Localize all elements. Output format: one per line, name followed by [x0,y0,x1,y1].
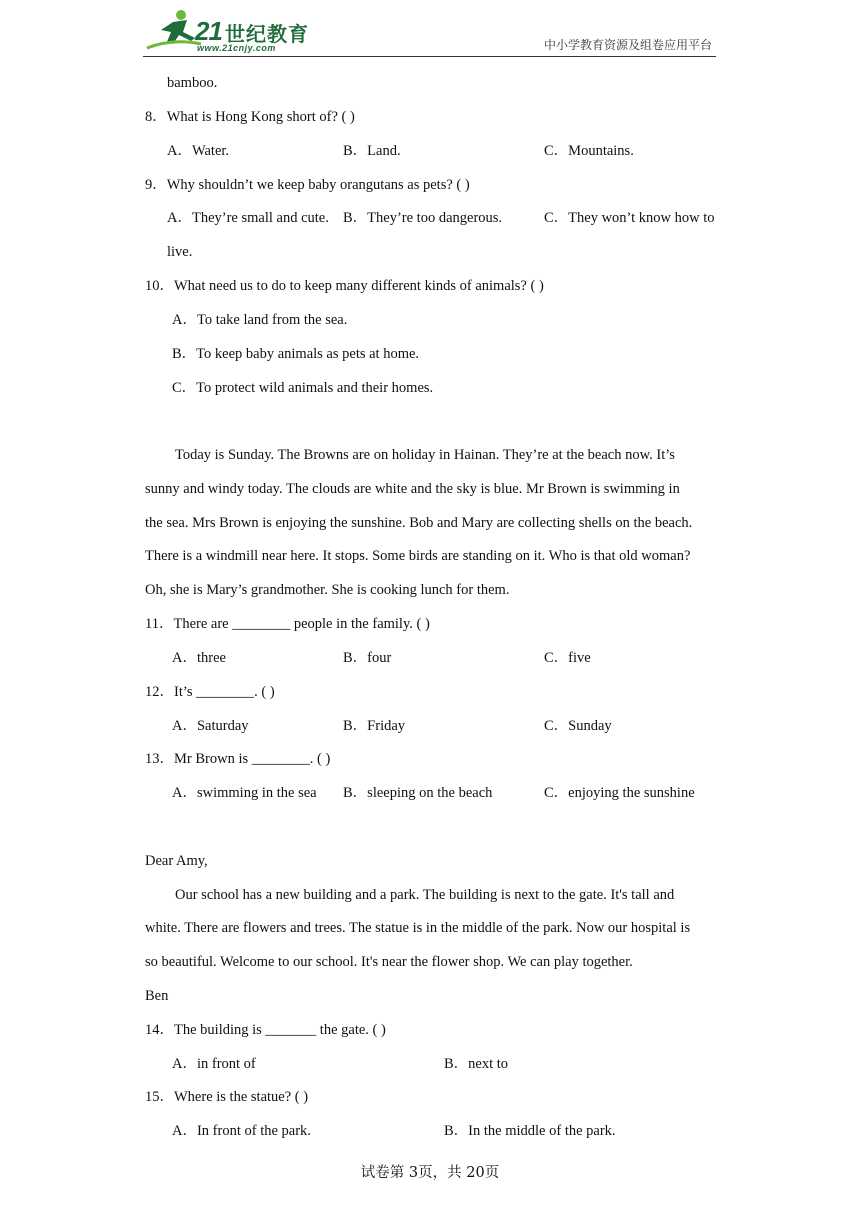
logo-text: 世纪教育 [225,22,309,46]
letter-line: so beautiful. Welcome to our school. It's near the flower shop. We can play together. [145,954,633,970]
option-11b: B．four [343,650,392,666]
option-15b: B．In the middle of the park. [444,1123,616,1139]
question-13: 13．Mr Brown is ________. ( ) [145,751,331,767]
passage-line: sunny and windy today. The clouds are white and the sky is blue. Mr Brown is swimming in [145,481,680,497]
option-9c-continued: live. [167,244,193,260]
passage-line: There is a windmill near here. It stops. Some birds are standing on it. Who is that old woman? [145,548,691,564]
option-12b: B．Friday [343,718,406,734]
passage-line: Oh, she is Mary’s grandmother. She is cooking lunch for them. [145,582,510,598]
option-10b: B．To keep baby animals as pets at home. [172,346,420,362]
option-9a: A．They’re small and cute. [167,210,329,226]
question-15: 15．Where is the statue? ( ) [145,1089,309,1105]
option-8a: A．Water. [167,143,230,159]
question-11: 11．There are ________ people in the family. ( ) [145,616,430,632]
option-12a: A．Saturday [172,718,249,734]
option-11c: C．five [544,650,591,666]
option-13a: A．swimming in the sea [172,785,317,801]
option-13b: B．sleeping on the beach [343,785,493,801]
option-8b: B．Land. [343,143,401,159]
letter-line: white. There are flowers and trees. The statue is in the middle of the park. Now our hospital is [145,920,691,936]
option-10a: A．To take land from the sea. [172,312,348,328]
option-12c: C．Sunday [544,718,612,734]
option-8c: C．Mountains. [544,143,634,159]
letter-line: Our school has a new building and a park. The building is next to the gate. It's tall and [175,887,675,903]
option-10c: C．To protect wild animals and their homes. [172,380,434,396]
question-10: 10．What need us to do to keep many different kinds of animals? ( ) [145,278,544,294]
option-13c: C．enjoying the sunshine [544,785,695,801]
logo-number: 21 [195,16,222,46]
letter-signature: Ben [145,988,169,1004]
passage-line: the sea. Mrs Brown is enjoying the sunshine. Bob and Mary are collecting shells on the beach. [145,515,693,531]
logo-url: www.21cnjy.com [197,43,276,53]
option-9c: C．They won’t know how to [544,210,715,226]
page-header [143,8,716,57]
text-line: bamboo. [167,75,218,91]
question-9: 9．Why shouldn’t we keep baby orangutans as pets? ( ) [145,177,470,193]
letter-greeting: Dear Amy, [145,853,208,869]
question-12: 12．It’s ________. ( ) [145,684,275,700]
logo [143,8,318,54]
option-9b: B．They’re too dangerous. [343,210,503,226]
question-14: 14．The building is _______ the gate. ( ) [145,1022,386,1038]
option-11a: A．three [172,650,226,666]
runner-logo-icon [143,8,203,54]
option-14a: A．in front of [172,1056,256,1072]
option-14b: B．next to [444,1056,509,1072]
option-15a: A．In front of the park. [172,1123,311,1139]
question-8: 8．What is Hong Kong short of? ( ) [145,109,355,125]
platform-name: 中小学教育资源及组卷应用平台 [543,38,712,52]
passage-line: Today is Sunday. The Browns are on holiday in Hainan. They’re at the beach now. It’s [175,447,675,463]
page-number: 试卷第 3页，共 20页 [360,1165,500,1181]
